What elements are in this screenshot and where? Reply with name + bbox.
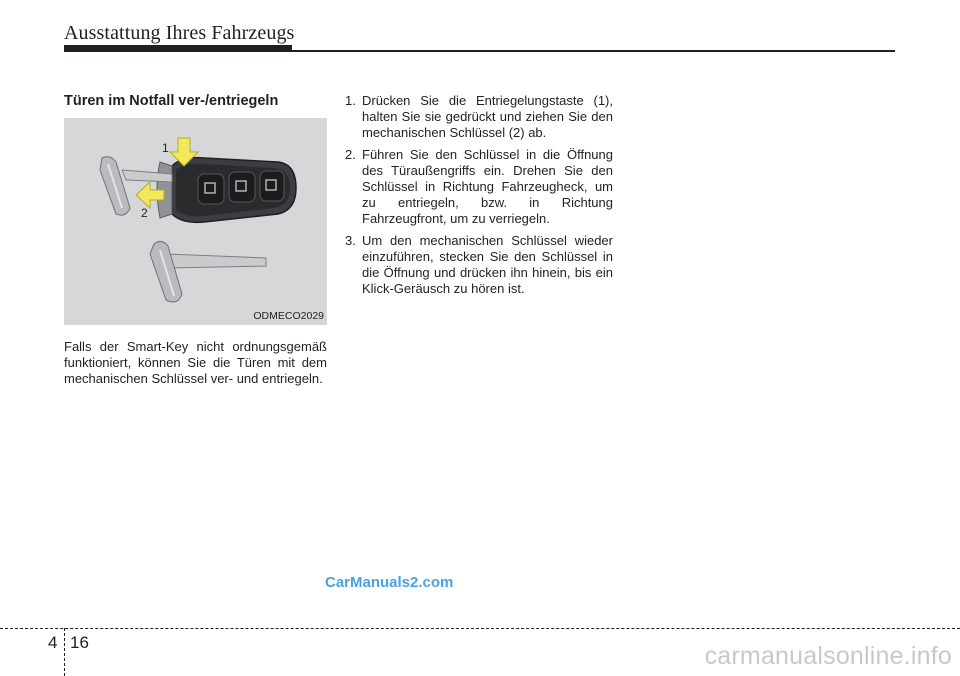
step-text: Um den mechanischen Schlüssel wieder einzuführen, stecken Sie den Schlüssel in die Öffnung und drücken ihn hinein, bis ein Klick-Geräusch zu hören ist. <box>362 233 613 296</box>
header-rule-thick <box>64 45 292 52</box>
header-rule-thin <box>292 50 895 52</box>
footer-rule <box>0 628 960 629</box>
smart-key-figure <box>64 118 327 325</box>
step-number: 1. <box>345 93 356 108</box>
smart-key-illustration <box>64 118 327 325</box>
page-header-title: Ausstattung Ihres Fahrzeugs <box>64 22 295 44</box>
instruction-steps <box>345 93 613 303</box>
page-number: 16 <box>70 633 89 652</box>
step-number: 3. <box>345 233 356 248</box>
figure-label-2: 2 <box>141 206 148 220</box>
step-item <box>345 93 613 141</box>
smart-key-fob <box>157 158 296 223</box>
footer-divider <box>64 628 65 676</box>
site-watermark: carmanualsonline.info <box>704 642 952 670</box>
figure-caption: ODMECO2029 <box>253 310 324 322</box>
watermark-link[interactable]: CarManuals2.com <box>325 574 454 591</box>
section-title: Türen im Notfall ver-/entriegeln <box>64 93 279 109</box>
mechanical-key-loose <box>150 241 266 302</box>
intro-paragraph: Falls der Smart-Key nicht ordnungsgemäß funktioniert, können Sie die Türen mit dem mechanischen Schlüssel ver- und entriegeln. <box>64 339 327 386</box>
figure-label-1: 1 <box>162 141 169 155</box>
chapter-number: 4 <box>48 633 58 652</box>
step-text: Führen Sie den Schlüssel in die Öffnung des Türaußengriffs ein. Drehen Sie den Schlüssel in Richtung Fahrzeugheck, um zu entriegeln, bzw. in Richtung Fahrzeugfront, um zu verriegeln. <box>362 147 613 226</box>
step-text: Drücken Sie die Entriegelungstaste (1), halten Sie sie gedrückt und ziehen Sie den mechanischen Schlüssel (2) ab. <box>362 93 613 140</box>
step-item <box>345 233 613 297</box>
step-number: 2. <box>345 147 356 162</box>
step-item <box>345 147 613 227</box>
